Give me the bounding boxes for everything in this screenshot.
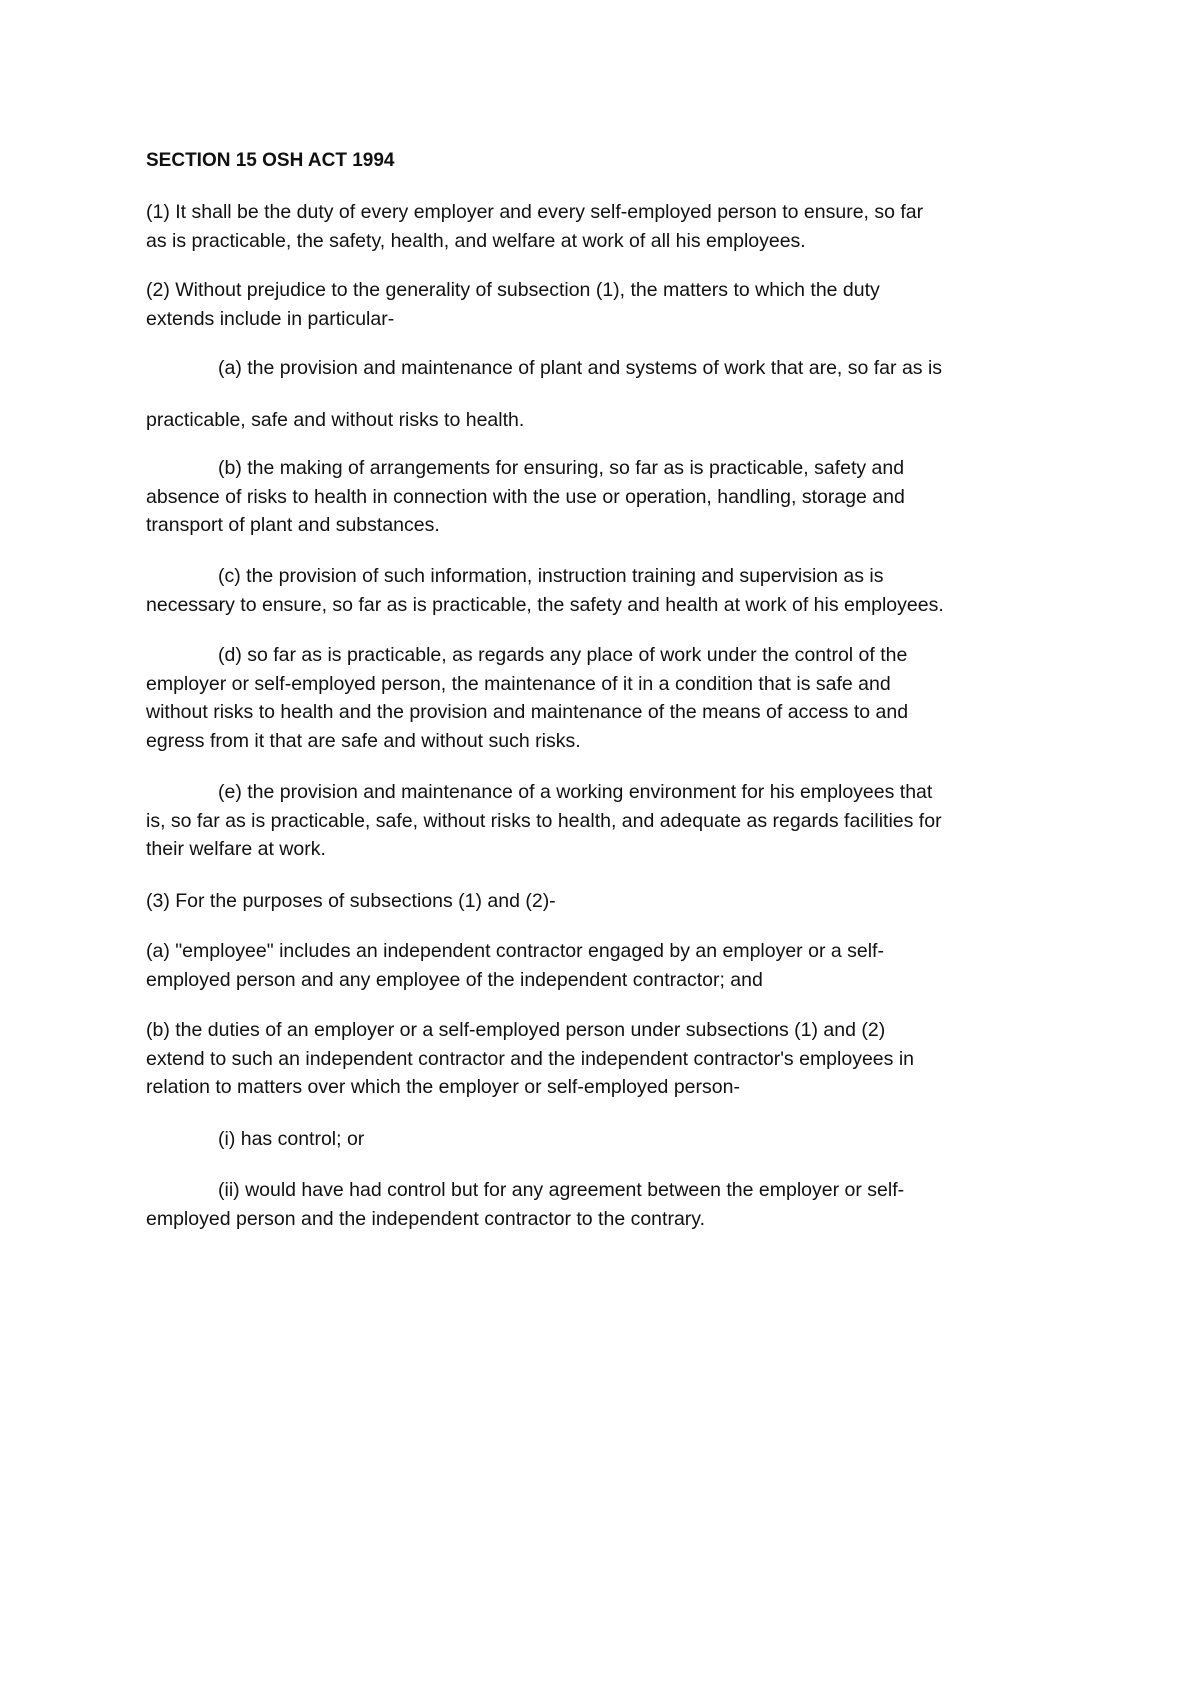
paragraph-line: (1) It shall be the duty of every employer and every self-employed person to ensure, so far bbox=[146, 201, 924, 223]
paragraph-1 bbox=[146, 198, 1086, 255]
paragraph-line: extend to such an independent contractor and the independent contractor's employees in bbox=[146, 1047, 914, 1070]
paragraph-line: as is practicable, the safety, health, and welfare at work of all his employees. bbox=[146, 229, 806, 252]
paragraph-line: (3) For the purposes of subsections (1) and (2)- bbox=[146, 890, 556, 912]
paragraph-2 bbox=[146, 276, 1086, 333]
paragraph-line: without risks to health and the provision and maintenance of the means of access to and bbox=[146, 701, 909, 723]
paragraph-line: (ii) would have had control but for any agreement between the employer or self- bbox=[218, 1179, 905, 1201]
paragraph-2d bbox=[146, 641, 1086, 755]
paragraph-line: (a) the provision and maintenance of plant and systems of work that are, so far as is bbox=[218, 357, 943, 379]
paragraph-2a-second bbox=[146, 406, 1086, 435]
paragraph-line: their welfare at work. bbox=[146, 838, 326, 860]
paragraph-line: (b) the duties of an employer or a self-employed person under subsections (1) and (2) bbox=[146, 1019, 886, 1041]
paragraph-3b-i bbox=[146, 1125, 1086, 1154]
paragraph-line: is, so far as is practicable, safe, without risks to health, and adequate as regards facilities for bbox=[146, 809, 942, 832]
paragraph-line: egress from it that are safe and without such risks. bbox=[146, 729, 581, 752]
paragraph-line: absence of risks to health in connection with the use or operation, handling, storage and bbox=[146, 485, 905, 508]
paragraph-line: (i) has control; or bbox=[218, 1128, 365, 1150]
paragraph-line: employer or self-employed person, the maintenance of it in a condition that is safe and bbox=[146, 672, 891, 695]
paragraph-line: (b) the making of arrangements for ensuring, so far as is practicable, safety and bbox=[218, 457, 905, 479]
document-title: SECTION 15 OSH ACT 1994 bbox=[146, 150, 395, 171]
paragraph-line: relation to matters over which the employer or self-employed person- bbox=[146, 1076, 740, 1098]
paragraph-3b-ii bbox=[146, 1176, 1086, 1233]
paragraph-2e bbox=[146, 778, 1086, 864]
paragraph-2c bbox=[146, 562, 1086, 619]
paragraph-line: practicable, safe and without risks to health. bbox=[146, 409, 525, 431]
paragraph-line: (e) the provision and maintenance of a working environment for his employees that bbox=[218, 781, 933, 803]
paragraph-2a-first bbox=[146, 354, 1086, 383]
document-page bbox=[146, 0, 1086, 1696]
paragraph-line: (a) "employee" includes an independent contractor engaged by an employer or a self- bbox=[146, 940, 884, 962]
paragraph-3 bbox=[146, 887, 1086, 916]
paragraph-3b bbox=[146, 1016, 1086, 1102]
paragraph-3a bbox=[146, 937, 1086, 994]
paragraph-line: (2) Without prejudice to the generality of subsection (1), the matters to which the duty bbox=[146, 279, 880, 301]
paragraph-line: employed person and any employee of the independent contractor; and bbox=[146, 968, 763, 991]
paragraph-2b bbox=[146, 454, 1086, 540]
paragraph-line: necessary to ensure, so far as is practicable, the safety and health at work of his employees. bbox=[146, 593, 944, 616]
paragraph-line: transport of plant and substances. bbox=[146, 514, 440, 536]
paragraph-line: employed person and the independent contractor to the contrary. bbox=[146, 1207, 705, 1230]
paragraph-line: extends include in particular- bbox=[146, 307, 395, 330]
paragraph-line: (c) the provision of such information, instruction training and supervision as is bbox=[218, 565, 884, 587]
paragraph-line: (d) so far as is practicable, as regards any place of work under the control of the bbox=[218, 644, 908, 666]
